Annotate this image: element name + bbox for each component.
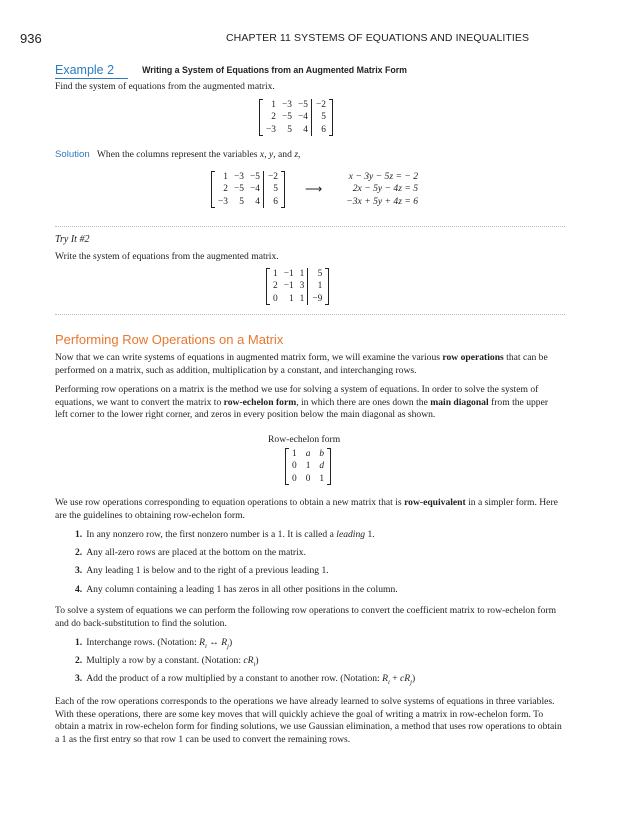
divider (55, 226, 565, 227)
row-echelon-label: Row-echelon form (268, 434, 341, 445)
equation-1: x − 3y − 5z = − 2 (348, 171, 418, 182)
solution-text: When the columns represent the variables x, y, and z, (96, 149, 301, 160)
paragraph-1: Now that we can write systems of equations in augmented matrix form, we will examine the various row operations that can be performed on a matrix, such as addition, multiplication by a constant, and interchanging rows. (55, 352, 548, 376)
list-item: 1. In any nonzero row, the first nonzero number is a 1. It is called a leading 1. (75, 529, 375, 540)
try-it-matrix: 1 −1 1 5 2 −1 3 1 0 1 1 −9 (266, 268, 329, 305)
paragraph-4: To solve a system of equations we can perform the following row operations to convert the coefficient matrix to row-echelon form and do back-substitution to find the solution. (55, 605, 557, 629)
example-title: Writing a System of Equations from an Augmented Matrix Form (142, 65, 407, 75)
paragraph-5: Each of the row operations corresponds to the operations we have already learned to solve systems of equations in three variables. With these operations, there are some key moves that will quickly achieve the goal of writing a matrix in row-echelon form. To obtain a matrix in row-echelon form for finding solutions, we use Gaussian elimination, a method that uses row operations to obtain a 1 as the first entry so that row 1 can be used to convert the remaining rows. (55, 696, 562, 745)
equation-2: 2x − 5y − 4z = 5 (352, 183, 418, 195)
arrow-icon: ⟶ (305, 182, 323, 196)
solution (55, 149, 563, 162)
example-label: Example 2 (55, 63, 128, 79)
divider (55, 314, 565, 315)
page-number: 936 (20, 31, 42, 46)
list-item: 2. Multiply a row by a constant. (Notation: $cR_i$) (75, 655, 259, 669)
list-item: 3. Add the product of a row multiplied by a constant to another row. (Notation: $R_i + cR_j$) (75, 673, 416, 687)
section-title: Performing Row Operations on a Matrix (55, 332, 284, 347)
row-echelon-matrix: 1 a b 0 1 d 0 0 1 (285, 448, 331, 485)
equation-system (320, 171, 418, 208)
equation-3: −3x + 5y + 4z = 6 (346, 195, 418, 207)
solution-label: Solution (55, 149, 90, 160)
augmented-matrix: 1 −3 −5 −2 2 −5 −4 5 −3 5 4 6 (259, 99, 333, 136)
operations-list (75, 637, 565, 692)
try-it-label: Try It #2 (55, 234, 90, 245)
paragraph-2: Performing row operations on a matrix is the method we use for solving a system of equations. In order to solve the system of equations, we want to convert the matrix to row-echelon form, in which there are ones down the main diagonal from the upper left corner to the lower right corner, and zeros in every position below the main diagonal as shown. (55, 384, 549, 421)
chapter-title: CHAPTER 11 SYSTEMS OF EQUATIONS AND INEQUALITIES (226, 32, 530, 44)
solution-matrix: 1 −3 −5 −2 2 −5 −4 5 −3 5 4 6 (211, 171, 285, 208)
example-prompt: Find the system of equations from the augmented matrix. (55, 81, 275, 92)
try-it-prompt: Write the system of equations from the augmented matrix. (55, 251, 279, 262)
example-heading (55, 61, 615, 79)
list-item: 4. Any column containing a leading 1 has zeros in all other positions in the column. (75, 583, 398, 595)
paragraph-3: We use row operations corresponding to equation operations to obtain a new matrix that is row-equivalent in a simpler form. Here are the guidelines to obtaining row-echelon form. (55, 497, 558, 521)
list-item: 3. Any leading 1 is below and to the right of a previous leading 1. (75, 565, 329, 577)
list-item: 1. Interchange rows. (Notation: $R_i$ ↔ $R_j$) (75, 637, 233, 650)
guidelines-list (75, 529, 565, 602)
list-item: 2. Any all-zero rows are placed at the bottom on the matrix. (75, 547, 306, 559)
page-header (20, 31, 610, 47)
